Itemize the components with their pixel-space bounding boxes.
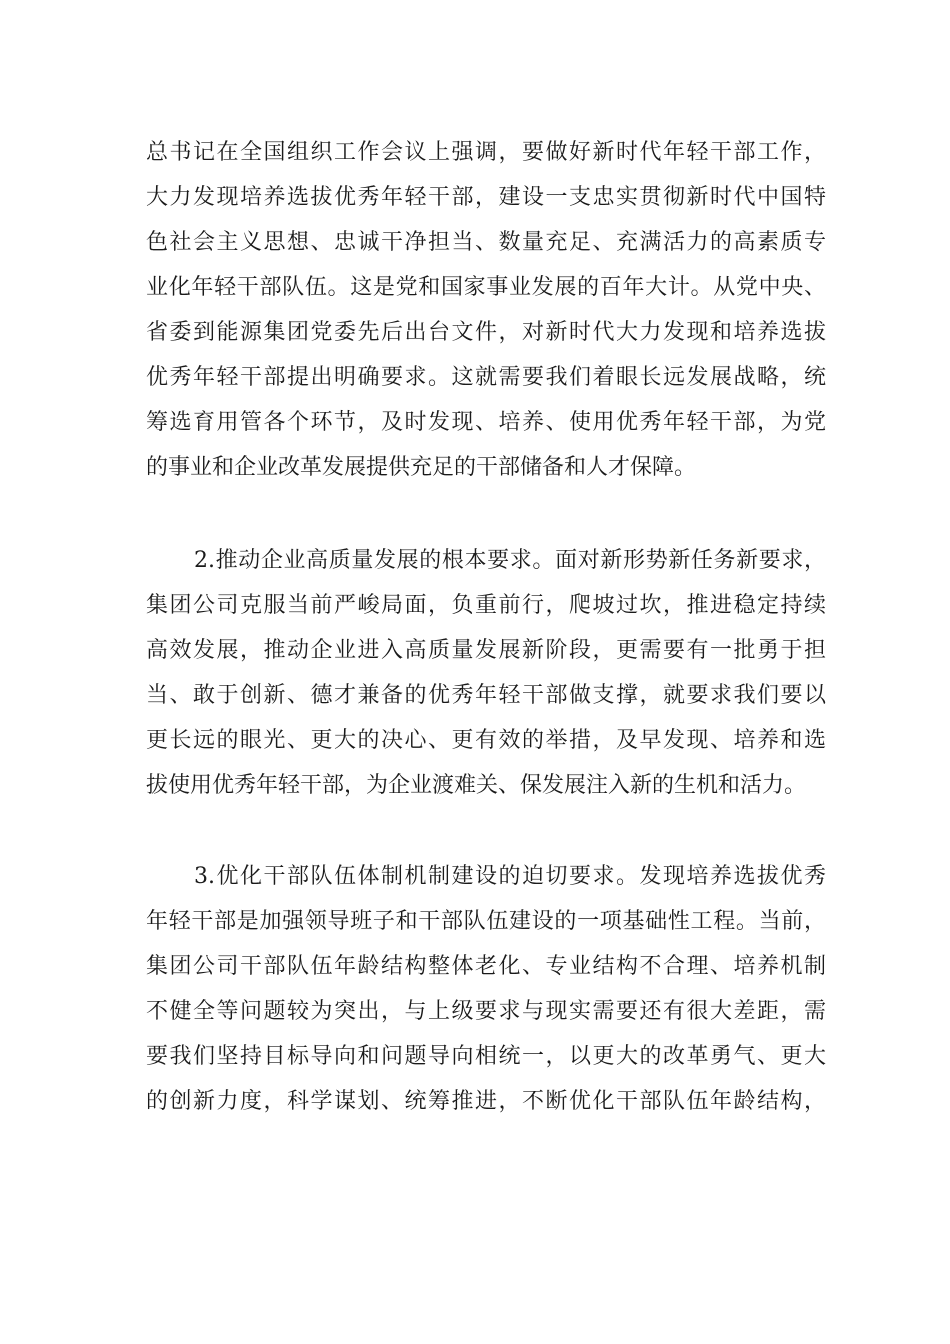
paragraph-line: 2.推动企业高质量发展的根本要求。面对新形势新任务新要求， <box>194 548 826 573</box>
paragraph-line: 高效发展，推动企业进入高质量发展新阶段，更需要有一批勇于担 <box>146 638 826 663</box>
paragraph-line: 优秀年轻干部提出明确要求。这就需要我们着眼长远发展战略，统 <box>146 365 826 390</box>
paragraph-line: 色社会主义思想、忠诚干净担当、数量充足、充满活力的高素质专 <box>146 230 826 255</box>
paragraph-line: 不健全等问题较为突出，与上级要求与现实需要还有很大差距，需 <box>146 999 826 1024</box>
paragraph-line: 的事业和企业改革发展提供充足的干部储备和人才保障。 <box>146 455 697 480</box>
paragraph-line: 年轻干部是加强领导班子和干部队伍建设的一项基础性工程。当前， <box>146 909 826 934</box>
paragraph-2 <box>146 538 826 808</box>
paragraph-line: 更长远的眼光、更大的决心、更有效的举措，及早发现、培养和选 <box>146 728 826 753</box>
paragraph-line: 集团公司克服当前严峻局面，负重前行，爬坡过坎，推进稳定持续 <box>146 593 826 618</box>
paragraph-line: 业化年轻干部队伍。这是党和国家事业发展的百年大计。从党中央、 <box>146 275 826 300</box>
paragraph-line: 筹选育用管各个环节，及时发现、培养、使用优秀年轻干部，为党 <box>146 410 826 435</box>
paragraph-line: 要我们坚持目标导向和问题导向相统一，以更大的改革勇气、更大 <box>146 1044 826 1069</box>
paragraph-line: 集团公司干部队伍年龄结构整体老化、专业结构不合理、培养机制 <box>146 954 826 979</box>
paragraph-line: 的创新力度，科学谋划、统筹推进，不断优化干部队伍年龄结构， <box>146 1089 826 1114</box>
paragraph-line: 拔使用优秀年轻干部，为企业渡难关、保发展注入新的生机和活力。 <box>146 773 807 798</box>
paragraph-1 <box>146 130 826 490</box>
paragraph-line: 大力发现培养选拔优秀年轻干部，建设一支忠实贯彻新时代中国特 <box>146 185 826 210</box>
paragraph-line: 3.优化干部队伍体制机制建设的迫切要求。发现培养选拔优秀 <box>194 864 826 889</box>
paragraph-line: 当、敢于创新、德才兼备的优秀年轻干部做支撑，就要求我们要以 <box>146 683 826 708</box>
paragraph-3 <box>146 854 826 1124</box>
paragraph-line: 总书记在全国组织工作会议上强调，要做好新时代年轻干部工作， <box>146 140 826 165</box>
paragraph-line: 省委到能源集团党委先后出台文件，对新时代大力发现和培养选拔 <box>146 320 826 345</box>
